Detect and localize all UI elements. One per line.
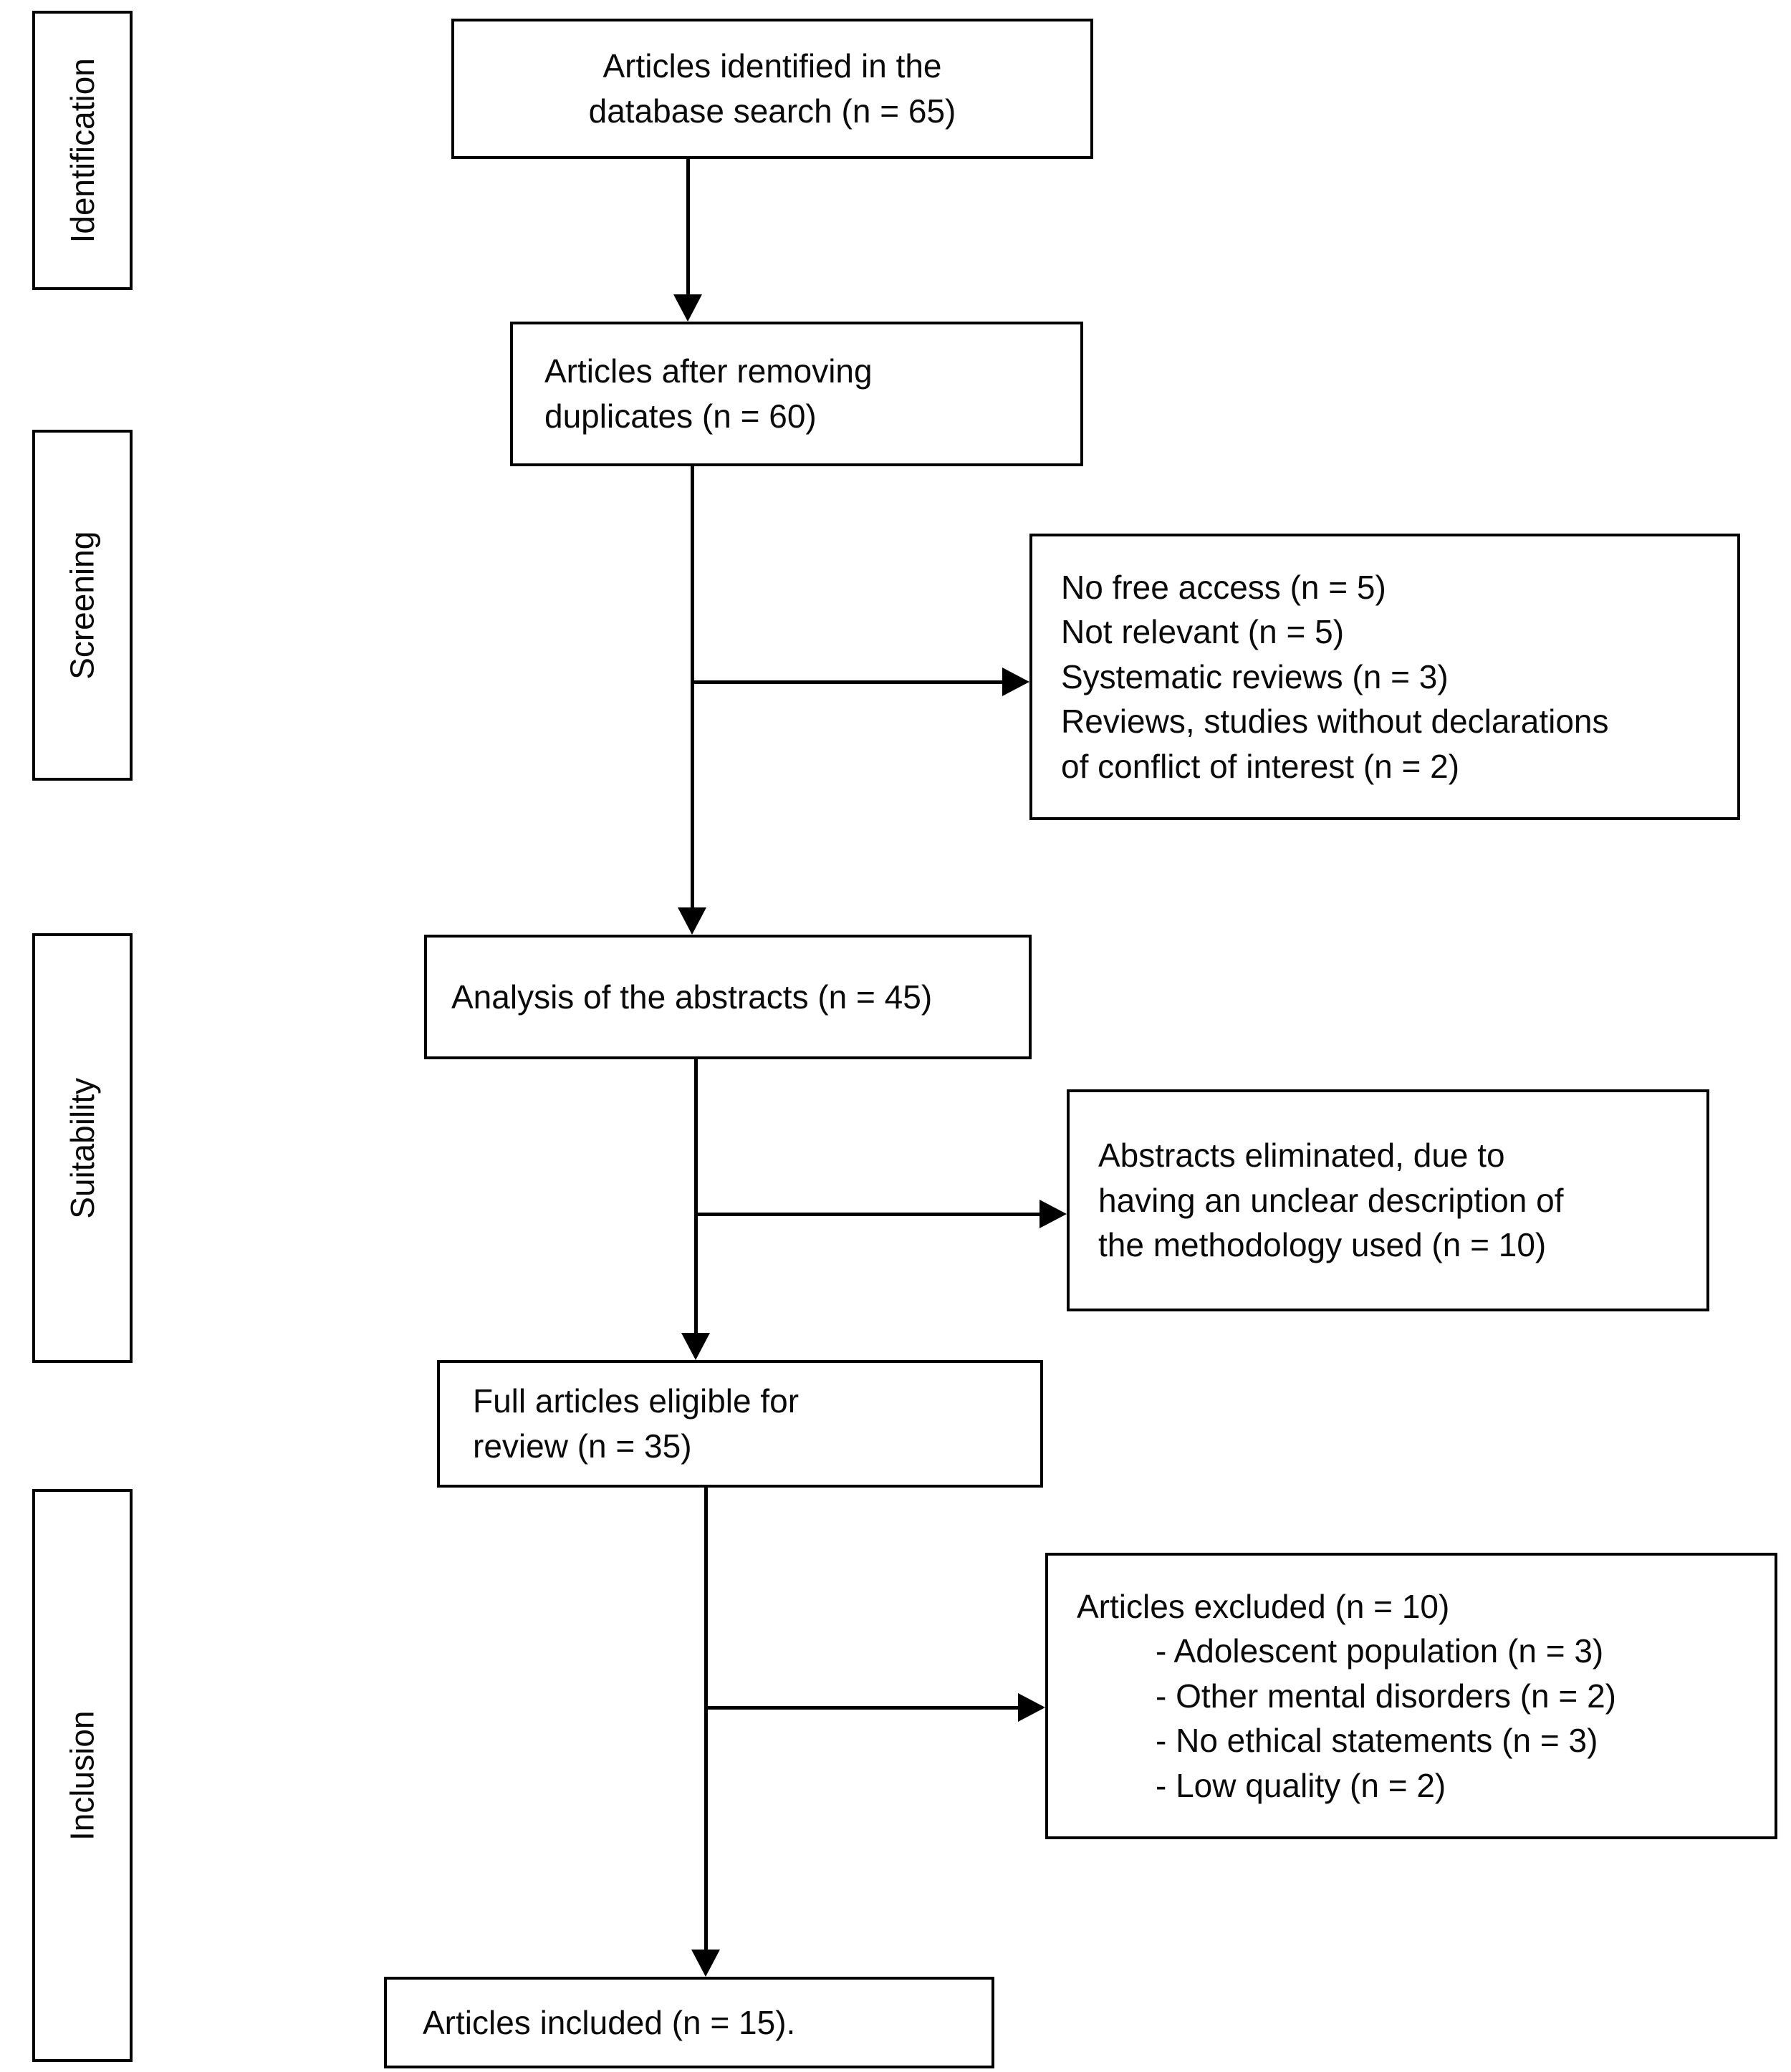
node-text-line: the methodology used (n = 10)	[1098, 1226, 1547, 1264]
arrow-down-icon	[678, 907, 706, 935]
stage-label-screening: Screening	[63, 531, 101, 680]
node-full-articles-eligible	[437, 1360, 1043, 1488]
node-text-line: Articles identified in the	[602, 47, 942, 85]
node-text-line: No free access (n = 5)	[1061, 568, 1386, 606]
node-text-line: - No ethical statements (n = 3)	[1156, 1722, 1598, 1760]
arrow-duplicates-to-abstracts-line	[691, 466, 694, 907]
branch-to-abstracts-eliminated-line	[696, 1213, 1039, 1216]
node-text-line: Full articles eligible for	[473, 1382, 800, 1420]
arrow-right-icon	[1018, 1693, 1045, 1722]
branch-to-articles-excluded-line	[706, 1706, 1018, 1710]
node-text-line: Analysis of the abstracts (n = 45)	[451, 978, 933, 1016]
node-text-line: Articles excluded (n = 10)	[1077, 1587, 1450, 1625]
node-screening-exclusions	[1029, 534, 1740, 820]
node-abstracts-analysis	[424, 935, 1032, 1059]
node-articles-identified	[451, 19, 1093, 159]
node-text-line: duplicates (n = 60)	[544, 397, 817, 435]
node-text-line: Articles included (n = 15).	[423, 2003, 796, 2041]
arrow-down-icon	[681, 1333, 710, 1360]
stage-box-screening	[32, 430, 133, 781]
stage-label-inclusion: Inclusion	[63, 1710, 101, 1841]
node-text-line: review (n = 35)	[473, 1427, 692, 1465]
arrow-down-icon	[673, 294, 702, 322]
stage-box-identification	[32, 11, 133, 290]
node-text-line: Articles after removing	[544, 352, 873, 390]
node-text-line: - Other mental disorders (n = 2)	[1156, 1677, 1616, 1715]
node-text-line: Reviews, studies without declarations	[1061, 703, 1609, 741]
arrow-full-articles-to-included-line	[704, 1487, 708, 1950]
node-abstracts-eliminated	[1067, 1089, 1709, 1311]
node-text-line: having an unclear description of	[1098, 1181, 1564, 1219]
stage-box-suitability	[32, 933, 133, 1363]
node-articles-included	[384, 1977, 994, 2068]
node-text-line: - Adolescent population (n = 3)	[1156, 1632, 1604, 1670]
branch-to-screening-exclusions-line	[692, 680, 1002, 684]
node-text-line: Systematic reviews (n = 3)	[1061, 657, 1449, 695]
stage-box-inclusion	[32, 1489, 133, 2062]
node-text-line: Abstracts eliminated, due to	[1098, 1137, 1505, 1175]
stage-label-identification: Identification	[63, 57, 101, 244]
arrow-abstracts-to-full-articles-line	[694, 1059, 698, 1333]
stage-label-suitability: Suitability	[63, 1077, 101, 1219]
node-articles-excluded	[1045, 1553, 1777, 1839]
arrow-right-icon	[1039, 1200, 1067, 1228]
node-text-line: Not relevant (n = 5)	[1061, 613, 1345, 651]
node-text-line: - Low quality (n = 2)	[1156, 1766, 1446, 1804]
node-after-duplicates	[510, 322, 1083, 466]
arrow-down-icon	[691, 1950, 720, 1977]
node-text-line: database search (n = 65)	[588, 92, 956, 130]
arrow-identified-to-duplicates-line	[686, 159, 690, 297]
arrow-right-icon	[1002, 668, 1029, 696]
node-text-line: of conflict of interest (n = 2)	[1061, 747, 1460, 785]
